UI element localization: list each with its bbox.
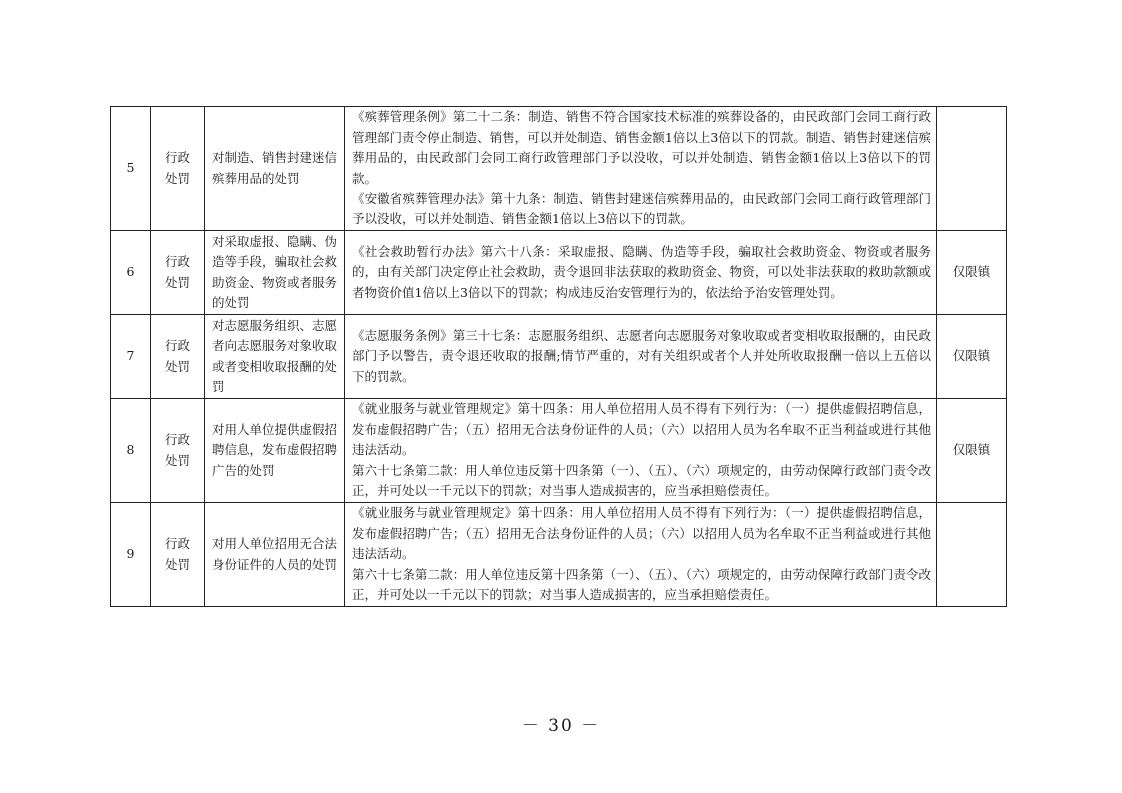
legal-basis-paragraph: 《就业服务与就业管理规定》第十四条：用人单位招用人员不得有下列行为：（一）提供虚假招聘信息，发布虚假招聘广告；（五）招用无合法身份证件的人员；（六）以招用人员为名牟取不正当利益或进行其他违法活动。	[352, 505, 931, 562]
row-number: 6	[111, 231, 151, 315]
legal-basis	[345, 107, 937, 231]
remark: 仅限镇	[937, 399, 1007, 503]
row-number: 7	[111, 315, 151, 399]
penalty-type: 行政处罚	[151, 107, 205, 231]
legal-basis-paragraph: 《安徽省殡葬管理办法》第十九条：制造、销售封建迷信殡葬用品的，由民政部门会同工商行政管理部门予以没收，可以并处制造、销售金额1倍以上3倍以下的罚款。	[352, 190, 931, 227]
legal-basis-paragraph: 《志愿服务条例》第三十七条：志愿服务组织、志愿者向志愿服务对象收取或者变相收取报酬的，由民政部门予以警告，责令退还收取的报酬;情节严重的，对有关组织或者个人并处所收取报酬一倍以上五倍以下的罚款。	[352, 327, 931, 384]
table-row	[111, 231, 1007, 315]
penalty-table	[110, 106, 1007, 607]
row-number: 9	[111, 503, 151, 607]
legal-basis-paragraph: 第六十七条第二款：用人单位违反第十四条第（一）、（五）、（六）项规定的，由劳动保障行政部门责令改正，并可处以一千元以下的罚款；对当事人造成损害的，应当承担赔偿责任。	[352, 462, 931, 499]
legal-basis-paragraph: 《殡葬管理条例》第二十二条：制造、销售不符合国家技术标准的殡葬设备的，由民政部门会同工商行政管理部门责令停止制造、销售，可以并处制造、销售金额1倍以上3倍以下的罚款。制造、销售封建迷信殡葬用品的，由民政部门会同工商行政管理部门予以没收，可以并处制造、销售金额1倍以上3倍以下的罚款。	[352, 109, 931, 186]
remark: 仅限镇	[937, 231, 1007, 315]
legal-basis	[345, 231, 937, 315]
table-row	[111, 503, 1007, 607]
penalty-item: 对用人单位招用无合法身份证件的人员的处罚	[205, 503, 345, 607]
table-row	[111, 107, 1007, 231]
legal-basis	[345, 503, 937, 607]
legal-basis-paragraph: 《社会救助暂行办法》第六十八条：采取虚报、隐瞒、伪造等手段，骗取社会救助资金、物资或者服务的，由有关部门决定停止社会救助，责令退回非法获取的救助资金、物资，可以处非法获取的救助款额或者物资价值1倍以上3倍以下的罚款；构成违反治安管理行为的，依法给予治安管理处罚。	[352, 243, 931, 300]
legal-basis-paragraph: 《就业服务与就业管理规定》第十四条：用人单位招用人员不得有下列行为：（一）提供虚假招聘信息，发布虚假招聘广告；（五）招用无合法身份证件的人员；（六）以招用人员为名牟取不正当利益或进行其他违法活动。	[352, 401, 931, 458]
penalty-item: 对制造、销售封建迷信殡葬用品的处罚	[205, 107, 345, 231]
remark	[937, 107, 1007, 231]
penalty-type: 行政处罚	[151, 399, 205, 503]
page-number: － 30 －	[521, 716, 601, 736]
legal-basis	[345, 399, 937, 503]
table-row	[111, 399, 1007, 503]
table-body	[111, 107, 1007, 607]
penalty-item: 对志愿服务组织、志愿者向志愿服务对象收取或者变相收取报酬的处罚	[205, 315, 345, 399]
row-number: 8	[111, 399, 151, 503]
penalty-item: 对用人单位提供虚假招聘信息，发布虚假招聘广告的处罚	[205, 399, 345, 503]
legal-basis	[345, 315, 937, 399]
legal-basis-paragraph: 第六十七条第二款：用人单位违反第十四条第（一）、（五）、（六）项规定的，由劳动保障行政部门责令改正，并可处以一千元以下的罚款；对当事人造成损害的，应当承担赔偿责任。	[352, 566, 931, 603]
penalty-type: 行政处罚	[151, 315, 205, 399]
penalty-type: 行政处罚	[151, 503, 205, 607]
row-number: 5	[111, 107, 151, 231]
penalty-item: 对采取虚报、隐瞒、伪造等手段，骗取社会救助资金、物资或者服务的处罚	[205, 231, 345, 315]
remark	[937, 503, 1007, 607]
remark: 仅限镇	[937, 315, 1007, 399]
penalty-type: 行政处罚	[151, 231, 205, 315]
table-row	[111, 315, 1007, 399]
